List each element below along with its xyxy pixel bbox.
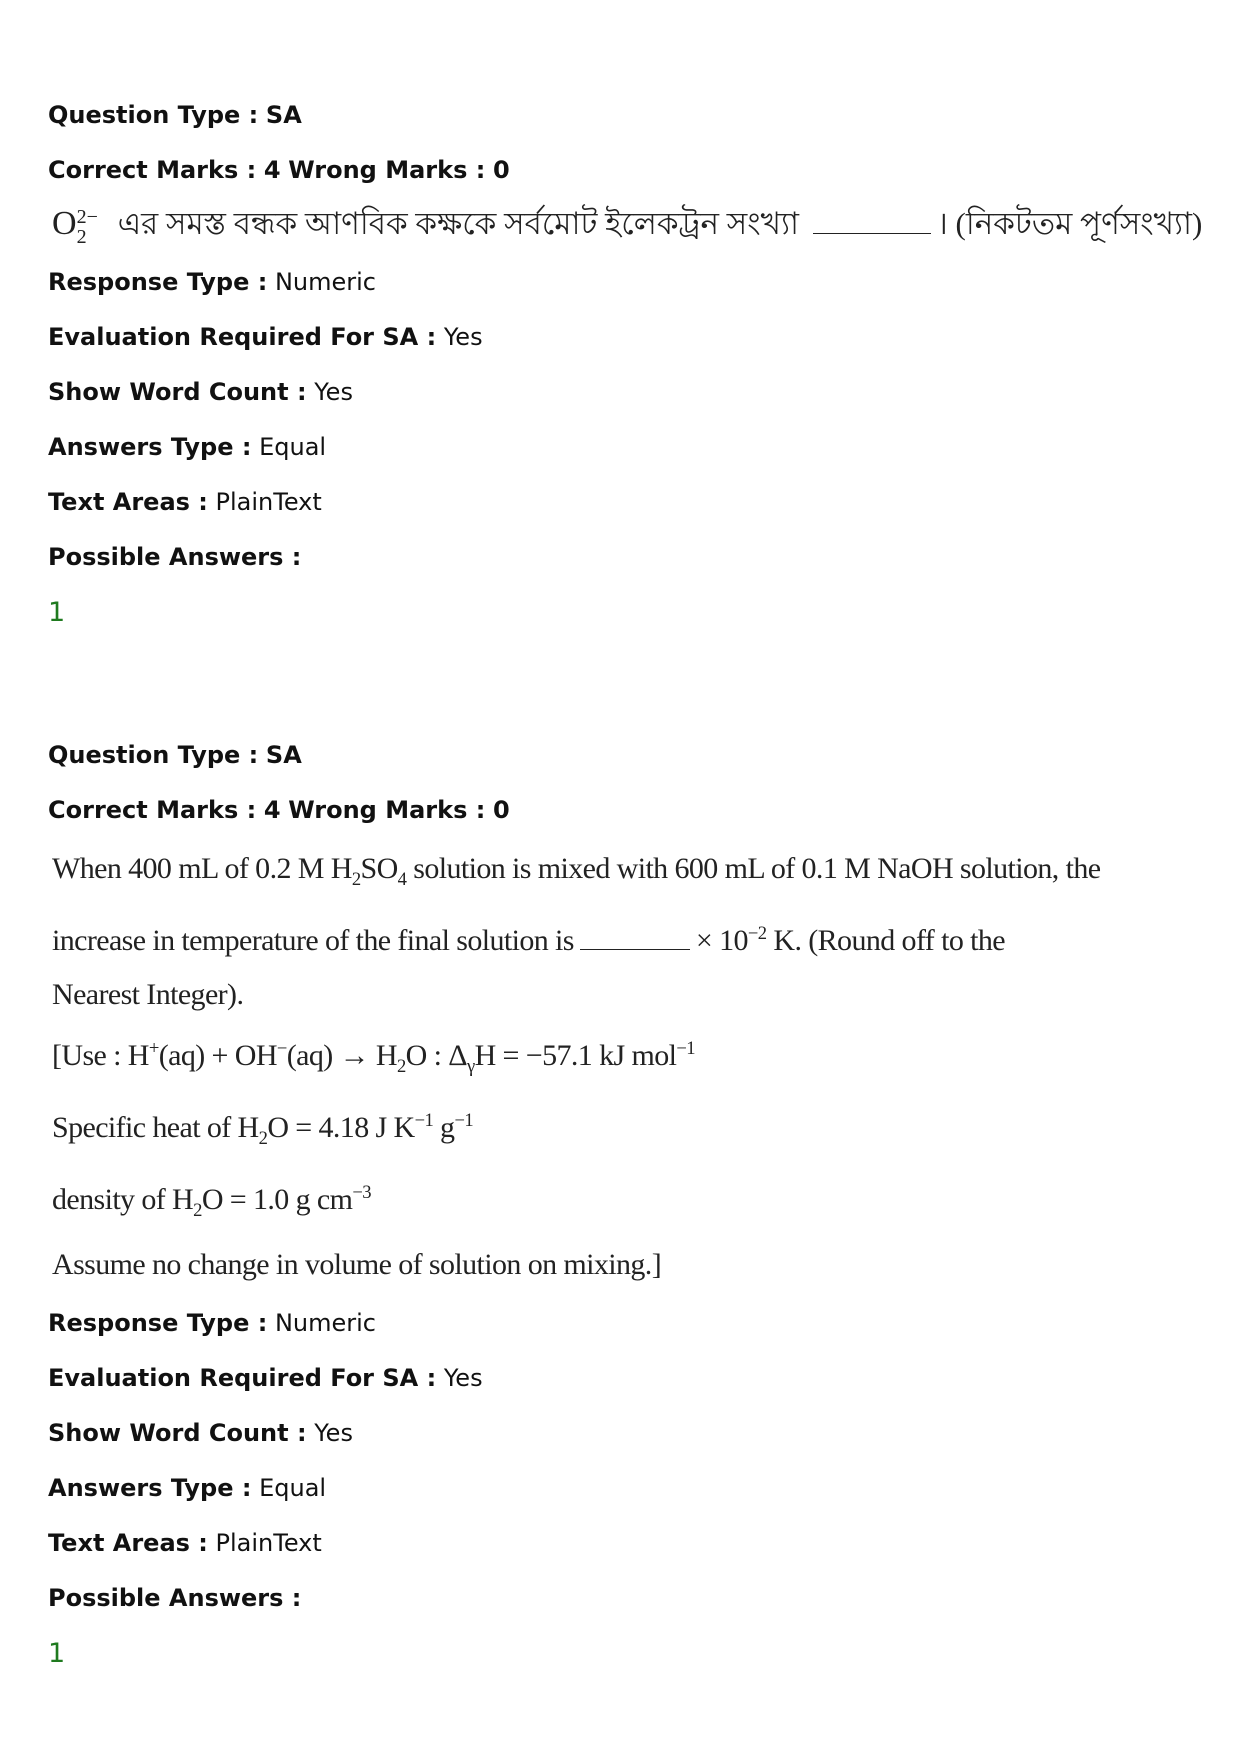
text-fragment: (aq) + OH [158, 1039, 277, 1072]
evaluation-required-label: Evaluation Required For SA : [48, 1364, 437, 1392]
exponent: −1 [676, 1038, 695, 1059]
question-block-1 [48, 100, 1203, 628]
text-fragment: × 10 [695, 924, 748, 957]
text-fragment: (aq) → H [286, 1039, 397, 1072]
response-type-label: Response Type : [48, 1309, 268, 1337]
subscript-2: 2 [351, 869, 361, 890]
evaluation-required-line [48, 322, 1198, 352]
plus-sign: + [148, 1038, 159, 1059]
question-tail: । (নিকটতম পূর্ণসংখ্যা) [936, 206, 1203, 241]
correct-marks-label: Correct Marks : [48, 796, 257, 824]
exponent: −1 [454, 1110, 474, 1131]
subscript-2: 2 [258, 1128, 268, 1149]
show-word-count-label: Show Word Count : [48, 1419, 307, 1447]
question-body: এর সমস্ত বন্ধক আণবিক কক্ষকে সর্বমোট ইলেকট্রন সংখ্যা [117, 206, 799, 241]
question-type-label: Question Type : [48, 101, 259, 129]
question-type-line [48, 740, 1198, 770]
correct-marks-label: Correct Marks : [48, 156, 257, 184]
show-word-count-line [48, 1418, 1198, 1448]
text-fragment: Specific heat of H [52, 1111, 259, 1144]
question-text-line-3: Nearest Integer). [52, 978, 244, 1011]
show-word-count-line [48, 377, 1198, 407]
text-fragment: O = 4.18 J K [267, 1111, 415, 1144]
show-word-count-label: Show Word Count : [48, 377, 307, 406]
text-areas-value: PlainText [215, 1529, 322, 1557]
question-text-line-7: Assume no change in volume of solution on mixing.] [52, 1248, 662, 1281]
response-type-value: Numeric [274, 1309, 376, 1337]
question-type-label: Question Type : [48, 741, 259, 769]
marks-line [48, 155, 1198, 185]
marks-line [48, 795, 1198, 825]
possible-answers-label: Possible Answers : [48, 1584, 302, 1612]
species-charge-subscript [77, 207, 98, 247]
subscript-2: 2 [193, 1200, 202, 1221]
text-fragment: increase in temperature of the final solution is [52, 924, 574, 957]
answer-blank [580, 948, 690, 950]
wrong-marks-label: Wrong Marks : [288, 156, 486, 184]
wrong-marks-value: 0 [492, 796, 510, 824]
answers-type-line [48, 432, 1198, 462]
species-symbol: O [52, 205, 77, 242]
show-word-count-value: Yes [314, 377, 353, 406]
text-areas-value: PlainText [215, 487, 322, 516]
answers-type-line [48, 1473, 1198, 1503]
text-fragment: H = −57.1 kJ mol [474, 1039, 677, 1072]
text-areas-line [48, 487, 1198, 517]
answers-type-value: Equal [259, 1474, 327, 1502]
text-fragment: K. (Round off to the [766, 924, 1005, 957]
exponent: −3 [352, 1182, 371, 1203]
question-text [52, 202, 1203, 248]
text-areas-line [48, 1528, 1198, 1558]
subscript-4: 4 [397, 869, 407, 890]
possible-answer-value: 1 [48, 596, 66, 628]
text-fragment: g [433, 1111, 455, 1144]
show-word-count-value: Yes [314, 1419, 353, 1447]
possible-answers-label: Possible Answers : [48, 542, 302, 571]
question-text-line [52, 202, 1203, 248]
question-text-line-4 [52, 1022, 1198, 1094]
exponent: −1 [414, 1110, 434, 1131]
evaluation-required-label: Evaluation Required For SA : [48, 322, 437, 351]
question-text [52, 842, 1198, 1292]
text-fragment: solution is mixed with 600 mL of 0.1 M NaOH solution, the [406, 852, 1101, 885]
question-text-line-6 [52, 1166, 1198, 1238]
text-areas-label: Text Areas : [48, 1529, 208, 1557]
text-fragment: O : Δ [405, 1039, 467, 1072]
subscript-gamma: γ [466, 1056, 475, 1077]
question-type-value: SA [265, 741, 302, 769]
correct-marks-value: 4 [263, 156, 281, 184]
possible-answers-line [48, 1583, 1198, 1613]
response-type-value: Numeric [274, 267, 376, 296]
text-fragment: O = 1.0 g cm [201, 1183, 353, 1216]
question-type-line [48, 100, 1198, 130]
question-text-line-2 [52, 907, 1198, 968]
answers-type-label: Answers Type : [48, 1474, 252, 1502]
evaluation-required-value: Yes [443, 322, 483, 351]
text-fragment: When 400 mL of 0.2 M H [52, 852, 352, 885]
evaluation-required-value: Yes [443, 1364, 483, 1392]
answers-type-label: Answers Type : [48, 432, 252, 461]
species-subscript: 2 [76, 225, 87, 248]
question-block-2 [48, 740, 1198, 1669]
possible-answers-line [48, 542, 1198, 572]
response-type-line [48, 1308, 1198, 1338]
text-fragment: [Use : H [52, 1039, 149, 1072]
question-text-line-1 [52, 842, 1198, 907]
answer-blank [813, 232, 931, 234]
response-type-label: Response Type : [48, 267, 268, 296]
text-fragment: SO [360, 852, 398, 885]
species-charge: 2− [76, 205, 98, 228]
minus-sign: − [276, 1038, 287, 1059]
possible-answer-value: 1 [48, 1638, 66, 1669]
text-fragment: density of H [52, 1183, 194, 1216]
question-type-value: SA [265, 101, 302, 129]
wrong-marks-label: Wrong Marks : [288, 796, 486, 824]
correct-marks-value: 4 [263, 796, 281, 824]
response-type-line [48, 267, 1198, 297]
subscript-2: 2 [396, 1056, 406, 1077]
text-areas-label: Text Areas : [48, 487, 208, 516]
answers-type-value: Equal [259, 432, 327, 461]
exponent: −2 [747, 923, 767, 944]
question-text-line-5 [52, 1094, 1198, 1166]
wrong-marks-value: 0 [492, 156, 510, 184]
evaluation-required-line [48, 1363, 1198, 1393]
